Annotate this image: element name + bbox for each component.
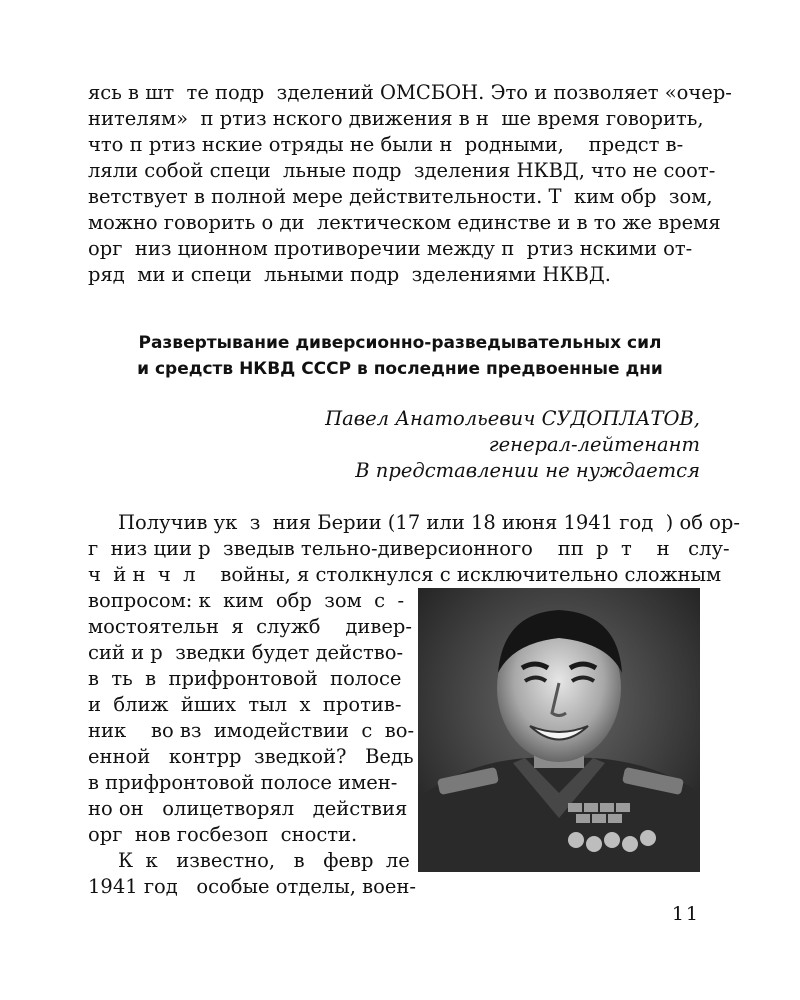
text-line: мостоятельн я служб дивер- <box>88 615 412 638</box>
text-line: Получив ук з ния Берии (17 или 18 июня 1941 год ) об ор- <box>118 511 740 534</box>
text-line: К к известно, в февр ле <box>118 849 410 872</box>
epigraph-author: Павел Анатольевич СУДОПЛАТОВ, <box>325 407 700 430</box>
text-line: что п ртиз нские отряды не были н родными, предст в- <box>88 133 684 156</box>
epigraph-rank: генерал-лейтенант <box>488 433 700 456</box>
text-line: орг низ ционном противоречии между п ртиз нскими от- <box>88 237 693 260</box>
text-line: можно говорить о ди лектическом единстве и в то же время <box>88 211 721 234</box>
text-line: ляли собой специ льные подр зделения НКВД, что не соот- <box>88 159 716 182</box>
text-line: орг нов госбезоп сности. <box>88 823 358 846</box>
portrait-illustration <box>418 588 700 872</box>
epigraph-note: В представлении не нуждается <box>355 459 700 482</box>
text-line: в прифронтовой полосе имен- <box>88 771 398 794</box>
section-heading-line-2: и средств НКВД СССР в последние предвоенные дни <box>137 359 663 379</box>
text-line: 1941 год особые отделы, воен- <box>88 875 417 898</box>
text-line: но он олицетворял действия <box>88 797 408 820</box>
text-line: ветствует в полной мере действительности. Т ким обр зом, <box>88 185 713 208</box>
text-line: ясь в шт те подр зделений ОМСБОН. Это и позволяет «очер- <box>88 81 732 104</box>
text-line: ник во вз имодействии с во- <box>88 719 415 742</box>
text-line: нителям» п ртиз нского движения в н ше время говорить, <box>88 107 704 130</box>
section-heading-line-1: Развертывание диверсионно-разведывательных сил <box>138 333 662 353</box>
text-line: вопросом: к ким обр зом с - <box>88 589 405 612</box>
text-line: ряд ми и специ льными подр зделениями НКВД. <box>88 263 611 286</box>
text-line: в ть в прифронтовой полосе <box>88 667 402 690</box>
text-line: и ближ йших тыл х против- <box>88 693 402 716</box>
text-line: енной контрр зведкой? Ведь <box>88 745 414 768</box>
text-line: ч й н ч л войны, я столкнулся с исключительно сложным <box>88 563 722 586</box>
portrait-photo <box>418 588 700 872</box>
text-line: г низ ции р зведыв тельно-диверсионного пп р т н слу- <box>88 537 730 560</box>
text-line: сий и р зведки будет действо- <box>88 641 404 664</box>
page-number: 11 <box>671 903 700 925</box>
